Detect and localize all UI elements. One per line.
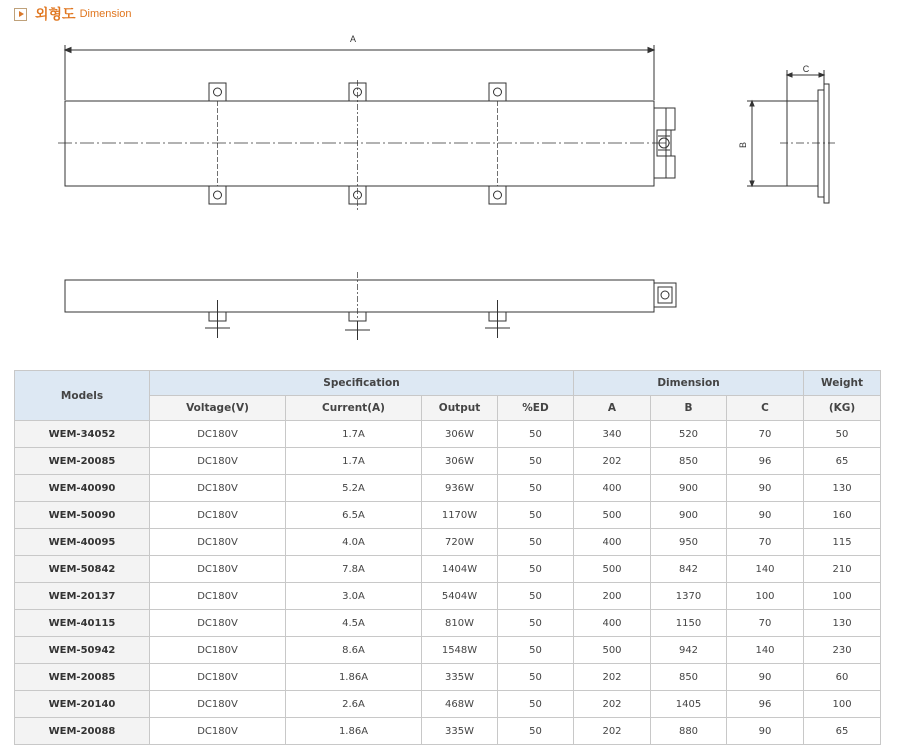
cell-voltage: DC180V	[150, 475, 286, 502]
cell-weight: 160	[804, 502, 881, 529]
col-dim-c: C	[727, 396, 804, 421]
section-title-english: Dimension	[79, 8, 132, 20]
cell-voltage: DC180V	[150, 691, 286, 718]
cell-dim-b: 942	[651, 637, 727, 664]
col-current: Current(A)	[286, 396, 422, 421]
cell-ed: 50	[498, 691, 574, 718]
cell-dim-c: 90	[727, 475, 804, 502]
cell-voltage: DC180V	[150, 448, 286, 475]
cell-dim-b: 880	[651, 718, 727, 745]
cell-dim-a: 500	[574, 637, 651, 664]
cell-dim-c: 90	[727, 664, 804, 691]
cell-current: 4.5A	[286, 610, 422, 637]
table-row	[15, 448, 881, 475]
cell-output: 335W	[422, 718, 498, 745]
cell-ed: 50	[498, 664, 574, 691]
cell-ed: 50	[498, 421, 574, 448]
cell-dim-a: 200	[574, 583, 651, 610]
cell-current: 1.86A	[286, 718, 422, 745]
group-dimension: Dimension	[574, 371, 804, 396]
cell-dim-b: 850	[651, 448, 727, 475]
cell-dim-c: 70	[727, 421, 804, 448]
cell-weight: 65	[804, 448, 881, 475]
cell-ed: 50	[498, 556, 574, 583]
cell-model: WEM-40090	[15, 475, 150, 502]
cell-dim-c: 70	[727, 610, 804, 637]
col-dim-a: A	[574, 396, 651, 421]
cell-voltage: DC180V	[150, 556, 286, 583]
dimension-drawing	[0, 0, 900, 360]
cell-dim-c: 96	[727, 448, 804, 475]
table-row	[15, 556, 881, 583]
cell-output: 468W	[422, 691, 498, 718]
cell-current: 1.86A	[286, 664, 422, 691]
cell-dim-b: 842	[651, 556, 727, 583]
cell-voltage: DC180V	[150, 637, 286, 664]
cell-dim-c: 140	[727, 556, 804, 583]
cell-voltage: DC180V	[150, 421, 286, 448]
cell-weight: 230	[804, 637, 881, 664]
cell-model: WEM-20137	[15, 583, 150, 610]
col-ed: %ED	[498, 396, 574, 421]
cell-dim-b: 1370	[651, 583, 727, 610]
cell-dim-a: 400	[574, 529, 651, 556]
cell-dim-b: 900	[651, 475, 727, 502]
cell-voltage: DC180V	[150, 529, 286, 556]
cell-current: 5.2A	[286, 475, 422, 502]
specification-table	[14, 370, 881, 745]
cell-dim-c: 90	[727, 718, 804, 745]
cell-model: WEM-20088	[15, 718, 150, 745]
table-row	[15, 610, 881, 637]
cell-current: 3.0A	[286, 583, 422, 610]
cell-ed: 50	[498, 448, 574, 475]
cell-weight: 130	[804, 610, 881, 637]
cell-dim-b: 900	[651, 502, 727, 529]
cell-ed: 50	[498, 502, 574, 529]
dimension-a-label: A	[349, 34, 357, 44]
table-row	[15, 718, 881, 745]
group-weight: Weight	[804, 371, 881, 396]
cell-dim-a: 202	[574, 664, 651, 691]
cell-current: 1.7A	[286, 421, 422, 448]
cell-weight: 130	[804, 475, 881, 502]
cell-output: 1170W	[422, 502, 498, 529]
group-specification: Specification	[150, 371, 574, 396]
table-row	[15, 664, 881, 691]
dimension-b-label: B	[738, 141, 748, 149]
cell-weight: 100	[804, 583, 881, 610]
cell-ed: 50	[498, 610, 574, 637]
cell-output: 306W	[422, 448, 498, 475]
col-dim-b: B	[651, 396, 727, 421]
cell-ed: 50	[498, 475, 574, 502]
cell-model: WEM-50090	[15, 502, 150, 529]
col-models: Models	[15, 371, 150, 421]
cell-voltage: DC180V	[150, 664, 286, 691]
cell-output: 1548W	[422, 637, 498, 664]
cell-dim-c: 70	[727, 529, 804, 556]
section-title-korean: 외형도	[35, 7, 76, 23]
cell-dim-a: 202	[574, 448, 651, 475]
cell-dim-b: 950	[651, 529, 727, 556]
col-voltage: Voltage(V)	[150, 396, 286, 421]
front-view-brackets	[209, 80, 506, 210]
cell-dim-b: 1405	[651, 691, 727, 718]
cell-dim-a: 500	[574, 556, 651, 583]
cell-weight: 65	[804, 718, 881, 745]
cell-dim-c: 100	[727, 583, 804, 610]
cell-dim-b: 1150	[651, 610, 727, 637]
cell-output: 720W	[422, 529, 498, 556]
cell-current: 1.7A	[286, 448, 422, 475]
cell-dim-b: 850	[651, 664, 727, 691]
cell-output: 936W	[422, 475, 498, 502]
cell-dim-a: 202	[574, 718, 651, 745]
cell-current: 8.6A	[286, 637, 422, 664]
cell-dim-c: 140	[727, 637, 804, 664]
cell-current: 2.6A	[286, 691, 422, 718]
cell-ed: 50	[498, 637, 574, 664]
cell-model: WEM-40095	[15, 529, 150, 556]
table-row	[15, 637, 881, 664]
cell-dim-c: 96	[727, 691, 804, 718]
table-row	[15, 583, 881, 610]
cell-output: 1404W	[422, 556, 498, 583]
cell-dim-b: 520	[651, 421, 727, 448]
front-view-body	[65, 101, 654, 186]
cell-ed: 50	[498, 583, 574, 610]
cell-ed: 50	[498, 529, 574, 556]
col-weight-kg: (KG)	[804, 396, 881, 421]
cell-voltage: DC180V	[150, 718, 286, 745]
cell-output: 810W	[422, 610, 498, 637]
cell-dim-a: 400	[574, 475, 651, 502]
cell-weight: 60	[804, 664, 881, 691]
cell-weight: 115	[804, 529, 881, 556]
table-row	[15, 475, 881, 502]
cell-voltage: DC180V	[150, 502, 286, 529]
cell-model: WEM-40115	[15, 610, 150, 637]
cell-current: 7.8A	[286, 556, 422, 583]
cell-dim-a: 340	[574, 421, 651, 448]
cell-output: 306W	[422, 421, 498, 448]
cell-voltage: DC180V	[150, 610, 286, 637]
cell-model: WEM-50842	[15, 556, 150, 583]
table-row	[15, 502, 881, 529]
table-row	[15, 421, 881, 448]
cell-dim-a: 202	[574, 691, 651, 718]
side-view	[747, 70, 835, 203]
plan-view	[65, 272, 676, 340]
cell-model: WEM-50942	[15, 637, 150, 664]
cell-weight: 210	[804, 556, 881, 583]
col-output: Output	[422, 396, 498, 421]
dimension-a-line	[65, 45, 654, 100]
dimension-c-label: C	[802, 64, 810, 74]
cell-current: 4.0A	[286, 529, 422, 556]
cell-model: WEM-20085	[15, 664, 150, 691]
cell-weight: 50	[804, 421, 881, 448]
cell-model: WEM-34052	[15, 421, 150, 448]
cell-ed: 50	[498, 718, 574, 745]
cell-weight: 100	[804, 691, 881, 718]
cell-dim-c: 90	[727, 502, 804, 529]
cell-voltage: DC180V	[150, 583, 286, 610]
cell-model: WEM-20140	[15, 691, 150, 718]
cell-current: 6.5A	[286, 502, 422, 529]
cell-model: WEM-20085	[15, 448, 150, 475]
cell-output: 335W	[422, 664, 498, 691]
table-row	[15, 691, 881, 718]
cell-output: 5404W	[422, 583, 498, 610]
cell-dim-a: 500	[574, 502, 651, 529]
cell-dim-a: 400	[574, 610, 651, 637]
table-row	[15, 529, 881, 556]
